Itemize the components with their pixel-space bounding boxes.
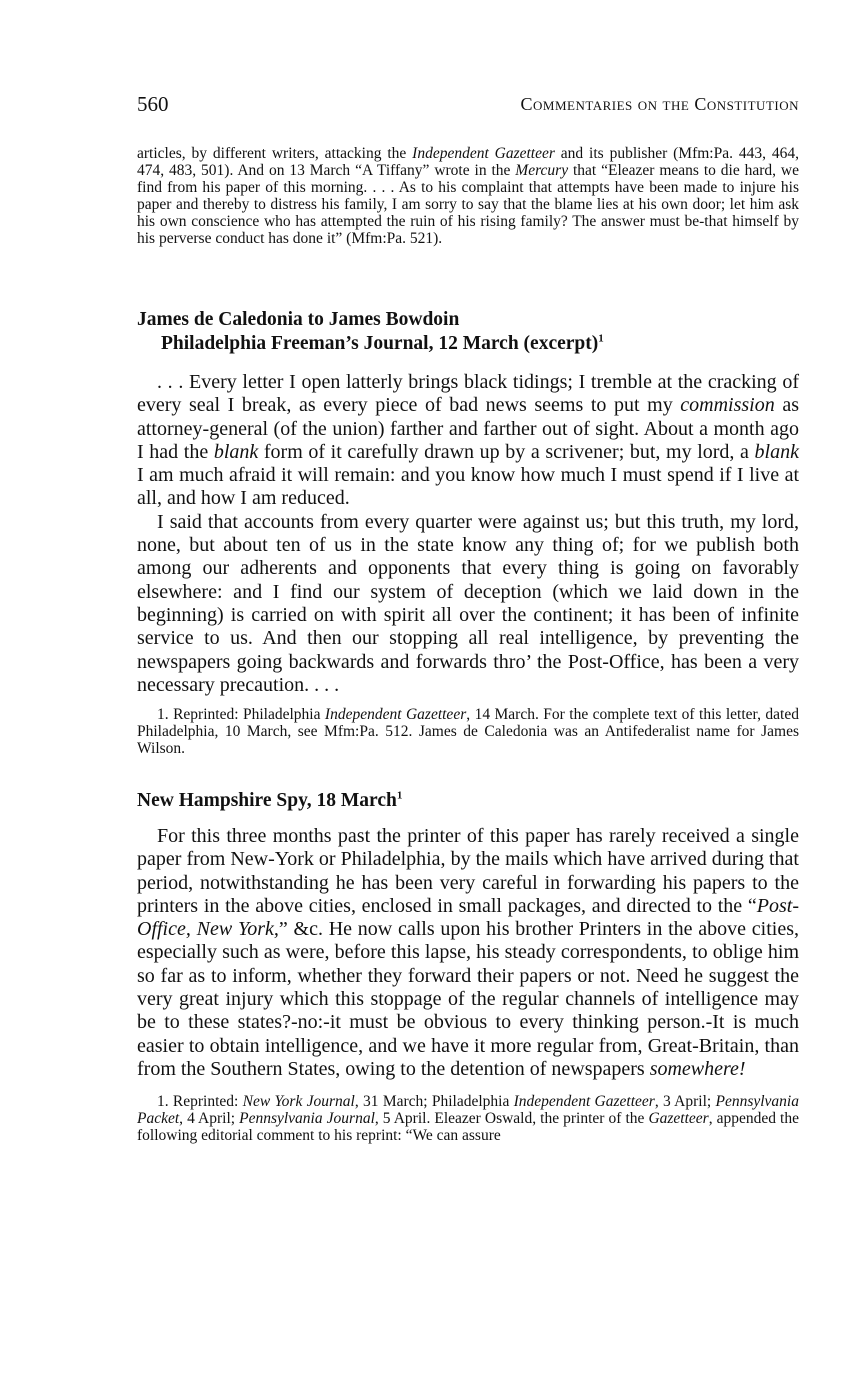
text-run: 1. Reprinted: — [157, 1093, 243, 1111]
footnote-ref: 1 — [396, 789, 403, 802]
footnote-ref: 1 — [598, 332, 604, 345]
text-run: articles, by different writers, attacking the — [137, 145, 413, 162]
article-paragraph — [137, 825, 799, 1081]
section-heading — [137, 308, 799, 356]
text-run: and its publisher (Mfm:Pa. 443, 464, 474, 483, 501). And on 13 March “A Tiffany” wrote in the — [137, 145, 799, 179]
italic-run: Gazetteer — [648, 1110, 709, 1128]
page-header — [137, 92, 799, 122]
text-run: that “Eleazer means to die hard, we find from his paper of this morning. . . . As to his complaint that attempts have been made to injure his paper and thereby to distress his family, I am sorry to say that the blame lies at his own door; let him ask his own conscience who has attempted the ruin of his rising family? The answer must be-that himself by his perverse conduct has done it” (Mfm:Pa. 521). — [137, 162, 799, 247]
footnote — [137, 1093, 799, 1144]
text-run: ” &c. He now calls upon his brother Printers in the above cities, especially such as were, before this lapse, his steady correspondents, to oblige him so far as to inform, whether they forward their papers or not. Need he suggest the very great injury which this stoppage of the regular channels of intelligence may be to these states?-no:-it must be obvious to every thinking person.-It is much easier to obtain intelligence, and we have it more regular from, Great-Britain, than from the Southern States, owing to the detention of newspapers — [137, 918, 799, 1080]
text-run: , 31 March; Philadelphia — [354, 1093, 514, 1111]
section-title: James de Caledonia to James Bowdoin — [137, 309, 460, 330]
italic-run: Independent Gazetteer — [412, 145, 555, 162]
section-james-de-caledonia — [137, 308, 799, 757]
section-title: New Hampshire Spy, 18 March — [137, 790, 397, 811]
italic-run: Pennsylvania Packet — [137, 1093, 799, 1128]
text-run: I am much afraid it will remain: and you know how much I must spend if I live at all, and how I am reduced. — [137, 464, 799, 510]
italic-run: blank — [754, 440, 799, 463]
italic-run: Mercury — [515, 162, 569, 179]
text-run: as attorney-general (of the union) farther and farther out of sight. About a month ago I had the — [137, 394, 799, 463]
text-run: form of it carefully drawn up by a scrivener; but, my lord, a — [258, 440, 755, 463]
letter-paragraph-2: I said that accounts from every quarter were against us; but this truth, my lord, none, but about ten of us in the state know any thing of; for we publish both among our adherents and opponents that every thing is going on favorably elsewhere: and I find our system of deception (which we laid down in the beginning) is carried on with spirit all over the continent; it has been of infinite service to us. And then our stopping all real intelligence, by preventing the newspapers going backwards and forwards thro’ the Post-Office, has been a very necessary precaution. . . . — [137, 510, 799, 696]
italic-run: Post-Office, New York, — [137, 894, 799, 941]
italic-run: Independent Gazetteer — [513, 1093, 655, 1111]
italic-run: Pennsylvania Journal — [239, 1110, 375, 1128]
text-run: For this three months past the printer of this paper has rarely received a single paper from New-York or Philadelphia, by the mails which have arrived during that period, notwithstanding he has been very careful in forwarding his papers to the printers in the above cities, enclosed in small packages, and directed to the “ — [137, 825, 799, 917]
text-run: , 5 April. Eleazer Oswald, the printer of the — [374, 1110, 649, 1128]
intro-paragraph-block — [137, 145, 799, 247]
text-run: , 14 March. For the complete text of this letter, dated Philadelphia, 10 March, see Mfm:Pa. 512. James de Caledonia was an Antifederalist name for James Wilson. — [137, 706, 799, 758]
text-run: 1. Reprinted: Philadelphia — [157, 706, 325, 724]
italic-run: blank — [213, 440, 259, 463]
letter-paragraph-1 — [137, 371, 799, 511]
page-number: 560 — [137, 92, 169, 116]
section-subtitle — [137, 332, 799, 356]
running-head: Commentaries on the Constitution — [520, 94, 799, 114]
italic-run: Independent Gazetteer — [324, 706, 467, 724]
text-run: , appended the following editorial comment to his reprint: “We can assure — [137, 1110, 799, 1145]
italic-run: commission — [680, 394, 775, 417]
text-run: . . . Every letter I open latterly brings black tidings; I tremble at the cracking of every seal I break, as every piece of bad news seems to put my — [137, 371, 799, 417]
subtitle-text: Philadelphia Freeman’s Journal, 12 March (excerpt) — [161, 333, 599, 354]
section-heading — [137, 789, 799, 813]
italic-run: New York Journal — [242, 1093, 355, 1111]
text-run: , 4 April; — [179, 1110, 240, 1128]
footnote — [137, 706, 799, 757]
section-new-hampshire-spy — [137, 789, 799, 1144]
text-run: , 3 April; — [654, 1093, 716, 1111]
intro-paragraph — [137, 145, 799, 247]
italic-run: somewhere! — [649, 1057, 746, 1080]
